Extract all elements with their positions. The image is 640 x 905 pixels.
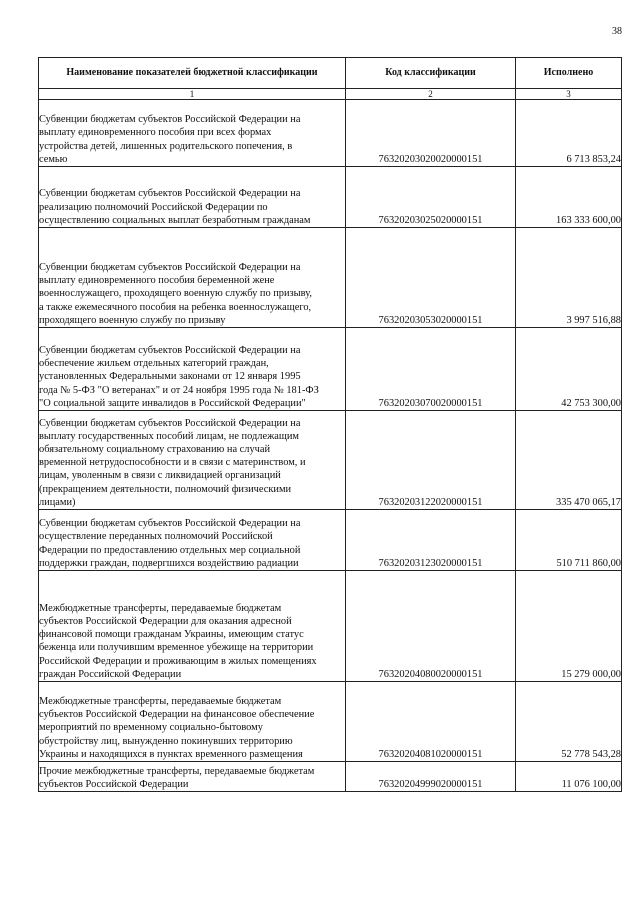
executed-amount: 510 711 860,00: [516, 510, 622, 571]
executed-amount: 15 279 000,00: [516, 571, 622, 682]
indicator-name-line: осуществление переданных полномочий Российской: [39, 531, 273, 543]
indicator-name-line: Субвенции бюджетам субъектов Российской Федерации на: [39, 188, 301, 200]
indicator-name-line: обустройству лиц, вынужденно покинувших территорию: [39, 735, 293, 747]
indicator-name-line: Федерации по предоставлению отдельных мер социальной: [39, 544, 301, 556]
page-number: 38: [612, 26, 622, 37]
column-number-1: 1: [39, 89, 346, 100]
executed-amount: 52 778 543,28: [516, 682, 622, 762]
indicator-name-line: Межбюджетные трансферты, передаваемые бюджетам: [39, 602, 282, 614]
column-number-3: 3: [516, 89, 622, 100]
indicator-name-line: граждан Российской Федерации: [39, 668, 182, 680]
executed-amount: 163 333 600,00: [516, 167, 622, 228]
classification-code: 76320204080020000151: [346, 571, 516, 682]
table-row: [39, 100, 622, 167]
executed-amount: 11 076 100,00: [516, 762, 622, 792]
indicator-name-line: беженца или получившим временное убежище на территории: [39, 642, 314, 654]
indicator-name-line: реализацию полномочий Российской Федерации по: [39, 201, 268, 213]
indicator-name: [39, 762, 346, 792]
indicator-name-line: субъектов Российской Федерации: [39, 778, 189, 790]
table-row: [39, 167, 622, 228]
indicator-name-line: Субвенции бюджетам субъектов Российской Федерации на: [39, 518, 301, 530]
header-code: Код классификации: [346, 58, 516, 89]
classification-code: 76320203020020000151: [346, 100, 516, 167]
table-row: [39, 411, 622, 510]
table-row: [39, 762, 622, 792]
indicator-name-line: Межбюджетные трансферты, передаваемые бюджетам: [39, 695, 282, 707]
table-row: [39, 510, 622, 571]
header-row: [39, 58, 622, 89]
classification-code: 76320203025020000151: [346, 167, 516, 228]
indicator-name: [39, 167, 346, 228]
indicator-name-line: Прочие межбюджетные трансферты, передаваемые бюджетам: [39, 765, 315, 777]
indicator-name-line: Субвенции бюджетам субъектов Российской Федерации на: [39, 344, 301, 356]
classification-code: 76320204081020000151: [346, 682, 516, 762]
header-amount: Исполнено: [516, 58, 622, 89]
indicator-name-line: Субвенции бюджетам субъектов Российской Федерации на: [39, 261, 301, 273]
indicator-name-line: проходящего военную службу по призыву: [39, 314, 226, 326]
indicator-name-line: Российской Федерации и проживающим в жилых помещениях: [39, 655, 317, 667]
indicator-name-line: Субвенции бюджетам субъектов Российской Федерации на: [39, 114, 301, 126]
column-number-row: [39, 89, 622, 100]
indicator-name-line: лицами): [39, 496, 76, 508]
table-row: [39, 328, 622, 411]
indicator-name: [39, 571, 346, 682]
indicator-name-line: установленных Федеральными законами от 12 января 1995: [39, 371, 301, 383]
indicator-name-line: выплату единовременного пособия беременной жене: [39, 275, 275, 287]
classification-code: 76320203123020000151: [346, 510, 516, 571]
indicator-name-line: года № 5-ФЗ "О ветеранах" и от 24 ноября 1995 года № 181-ФЗ: [39, 384, 319, 396]
table-row: [39, 228, 622, 328]
indicator-name-line: мероприятий по временному социально-бытовому: [39, 722, 263, 734]
indicator-name-line: Украины и находящихся в пунктах временного размещения: [39, 748, 303, 760]
budget-table: [38, 57, 622, 792]
executed-amount: 6 713 853,24: [516, 100, 622, 167]
column-number-2: 2: [346, 89, 516, 100]
indicator-name-line: семью: [39, 153, 68, 165]
indicator-name: [39, 100, 346, 167]
indicator-name: [39, 682, 346, 762]
indicator-name-line: выплату единовременного пособия при всех формах: [39, 127, 272, 139]
indicator-name-line: Субвенции бюджетам субъектов Российской Федерации на: [39, 417, 301, 429]
header-name: Наименование показателей бюджетной классификации: [39, 58, 346, 89]
indicator-name-line: "О социальной защите инвалидов в Российской Федерации": [39, 397, 306, 409]
executed-amount: 335 470 065,17: [516, 411, 622, 510]
indicator-name-line: временной нетрудоспособности и в связи с материнством, и: [39, 457, 306, 469]
table-row: [39, 571, 622, 682]
indicator-name: [39, 510, 346, 571]
indicator-name: [39, 328, 346, 411]
table-row: [39, 682, 622, 762]
executed-amount: 3 997 516,88: [516, 228, 622, 328]
classification-code: 76320204999020000151: [346, 762, 516, 792]
indicator-name-line: выплату государственных пособий лицам, не подлежащим: [39, 430, 299, 442]
indicator-name-line: обеспечение жильем отдельных категорий граждан,: [39, 358, 269, 370]
indicator-name-line: а также ежемесячного пособия на ребенка военнослужащего,: [39, 301, 312, 313]
indicator-name: [39, 411, 346, 510]
indicator-name-line: лицам, уволенным в связи с ликвидацией организаций: [39, 470, 281, 482]
indicator-name: [39, 228, 346, 328]
indicator-name-line: субъектов Российской Федерации для оказания адресной: [39, 615, 292, 627]
indicator-name-line: обязательному социальному страхованию на случай: [39, 443, 271, 455]
indicator-name-line: осуществлению социальных выплат безработным гражданам: [39, 214, 311, 226]
classification-code: 76320203122020000151: [346, 411, 516, 510]
indicator-name-line: устройства детей, лишенных родительского попечения, в: [39, 140, 293, 152]
indicator-name-line: военнослужащего, проходящего военную службу по призыву,: [39, 288, 312, 300]
indicator-name-line: финансовой помощи гражданам Украины, имеющим статус: [39, 629, 304, 641]
indicator-name-line: субъектов Российской Федерации на финансовое обеспечение: [39, 709, 315, 721]
executed-amount: 42 753 300,00: [516, 328, 622, 411]
indicator-name-line: поддержки граждан, подвергшихся воздействию радиации: [39, 557, 299, 569]
classification-code: 76320203070020000151: [346, 328, 516, 411]
indicator-name-line: (прекращением деятельности, полномочий физическими: [39, 483, 292, 495]
classification-code: 76320203053020000151: [346, 228, 516, 328]
